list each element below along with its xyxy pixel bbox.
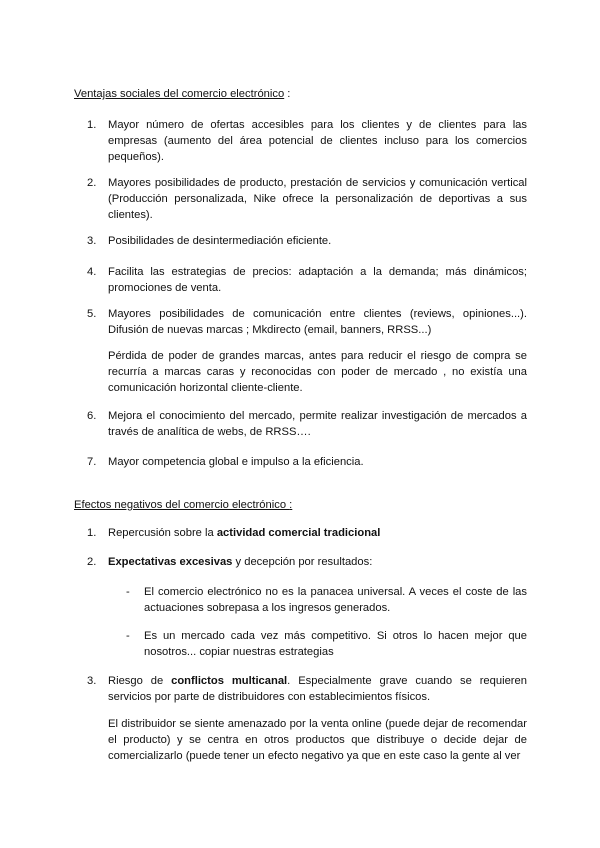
list-number: 2. xyxy=(87,556,97,568)
list-text: Mejora el conocimiento del mercado, permite realizar investigación de mercados a través de analítica de webs, de RRSS…. xyxy=(108,410,527,438)
section-heading-negative-effects xyxy=(74,497,292,513)
list-number: 2. xyxy=(87,177,97,189)
text-normal: Riesgo de xyxy=(108,675,172,687)
heading-suffix: : xyxy=(289,499,293,511)
list-text: Mayor número de ofertas accesibles para los clientes y de clientes para las empresas (aumento del área potencial de clientes incluso para los comercios pequeños). xyxy=(108,119,527,163)
bullet-dash: - xyxy=(126,630,130,642)
list-number: 4. xyxy=(87,266,97,278)
bullet-text: Es un mercado cada vez más competitivo. Si otros lo hacen mejor que nosotros... copiar nuestras estrategias xyxy=(144,630,527,658)
text-normal: Repercusión sobre la xyxy=(108,527,217,539)
list-number: 1. xyxy=(87,119,97,131)
text-normal: y decepción por resultados: xyxy=(232,556,373,568)
text-normal: . Especialmente grave cuando se requieren servicios por parte de distribuidores con establecimientos físicos. xyxy=(108,675,527,703)
heading-text: Efectos negativos del comercio electrónico xyxy=(74,499,290,511)
bullet-text: El comercio electrónico no es la panacea universal. A veces el coste de las actuaciones sobrepasa a los ingresos generados. xyxy=(144,586,527,614)
list-number: 6. xyxy=(87,410,97,422)
negative-item-3-paragraph: El distribuidor se siente amenazado por la venta online (puede dejar de recomendar el producto) y se centra en otros productos que distribuye o decide dejar de comercializarlo (puede tener un efecto negativo ya que en este caso la gente al ver xyxy=(108,718,527,762)
heading-text: Ventajas sociales del comercio electrónico xyxy=(74,88,285,100)
list-text xyxy=(108,525,527,541)
list-text xyxy=(108,554,527,570)
list-number: 1. xyxy=(87,527,97,539)
list-number: 5. xyxy=(87,308,97,320)
bullet-dash: - xyxy=(126,586,130,598)
list-text: Posibilidades de desintermediación eficiente. xyxy=(108,235,332,247)
list-item-5-paragraph: Pérdida de poder de grandes marcas, antes para reducir el riesgo de compra se recurría a marcas caras y reconocidas con poder de mercado , no existía una comunicación horizontal cliente-cliente. xyxy=(108,350,527,394)
list-text xyxy=(108,673,527,705)
list-number: 7. xyxy=(87,456,97,468)
text-bold: conflictos multicanal xyxy=(171,675,288,687)
list-text: Facilita las estrategias de precios: adaptación a la demanda; más dinámicos; promociones de venta. xyxy=(108,266,527,294)
section-heading-advantages xyxy=(74,86,290,102)
list-text: Mayores posibilidades de comunicación entre clientes (reviews, opiniones...). Difusión de nuevas marcas ; Mkdirecto (email, banners, RRSS...) xyxy=(108,308,527,336)
list-number: 3. xyxy=(87,675,97,687)
list-number: 3. xyxy=(87,235,97,247)
heading-suffix: : xyxy=(284,88,291,100)
list-text: Mayor competencia global e impulso a la eficiencia. xyxy=(108,456,364,468)
text-bold: actividad comercial tradicional xyxy=(216,527,381,539)
text-bold: Expectativas excesivas xyxy=(108,556,233,568)
list-text: Mayores posibilidades de producto, prestación de servicios y comunicación vertical (Producción personalizada, Nike ofrece la personalización de deportivas a sus clientes). xyxy=(108,177,527,221)
